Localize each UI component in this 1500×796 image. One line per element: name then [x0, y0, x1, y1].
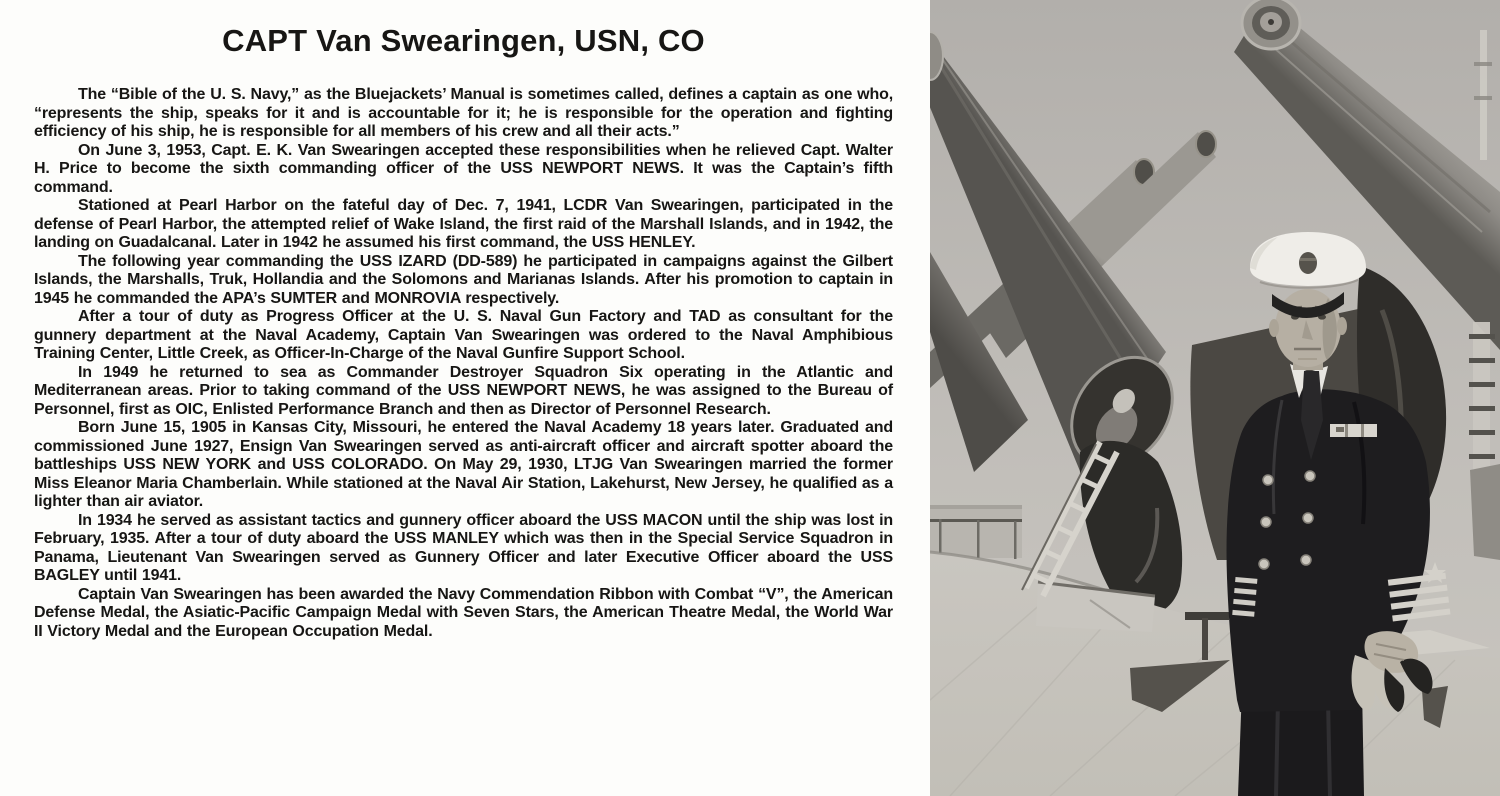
cap-eagle-insignia: [1299, 252, 1317, 274]
paragraph: Stationed at Pearl Harbor on the fateful day of Dec. 7, 1941, LCDR Van Swearingen, participated in the defense of Pearl Harbor, the attempted relief of Wake Island, the first raid of the Marshall Islands, and in 1942, the landing on Guadalcanal. Later in 1942 he assumed his first command, the USS HENLEY.: [34, 197, 893, 251]
paragraph: After a tour of duty as Progress Officer at the U. S. Naval Gun Factory and TAD as consultant for the gunnery department at the Naval Academy, Captain Van Swearingen was ordered to the Naval Amphibious Training Center, Little Creek, as Officer-In-Charge of the Naval Gunfire Support School.: [34, 308, 893, 362]
paragraph: In 1934 he served as assistant tactics and gunnery officer aboard the USS MACON until the ship was lost in February, 1935. After a tour of duty aboard the USS MANLEY which was then in the Special Service Squadron in Panama, Lieutenant Van Swearingen served as Gunnery Officer and later Executive Officer aboard the USS BAGLEY until 1941.: [34, 511, 893, 584]
ribbon-bar: [1330, 424, 1377, 437]
page-title: CAPT Van Swearingen, USN, CO: [222, 23, 705, 58]
sea-horizon: [930, 505, 1022, 559]
photo-illustration: [930, 0, 1500, 796]
paragraph: In 1949 he returned to sea as Commander Destroyer Squadron Six operating in the Atlantic and Mediterranean areas. Prior to taking command of the USS NEWPORT NEWS, he was assigned to the Bureau of Personnel, first as OIC, Enlisted Performance Branch and then as Director of Personnel Research.: [34, 363, 893, 418]
paragraph: The following year commanding the USS IZARD (DD-589) he participated in campaigns against the Gilbert Islands, the Marshalls, Truk, Hollandia and the Solomons and Marianas Islands. After his promotion to captain in 1945 he commanded the APA’s SUMTER and MONROVIA respectively.: [34, 252, 893, 307]
paragraph: On June 3, 1953, Capt. E. K. Van Swearingen accepted these responsibilities when he relieved Capt. Walter H. Price to become the sixth commanding officer of the USS NEWPORT NEWS. It was the Captain’s fifth command.: [34, 141, 893, 196]
paragraph: Born June 15, 1905 in Kansas City, Missouri, he entered the Naval Academy 18 years later. Graduated and commissioned June 1927, Ensign Van Swearingen served as anti-aircraft officer and aircraft spotter aboard the battleships USS NEW YORK and USS COLORADO. On May 29, 1930, LTJG Van Swearingen married the former Miss Eleanor Maria Chamberlain. While stationed at the Naval Air Station, Lakehurst, New Jersey, he qualified as a lighter than air aviator.: [34, 419, 893, 510]
paragraph: The “Bible of the U. S. Navy,” as the Bluejackets’ Manual is sometimes called, defines a captain as one who, “represents the ship, speaks for it and is accountable for it; he is responsible for the operation and fighting efficiency of his ship, he is responsible for all members of his crew and all their acts.”: [34, 86, 893, 140]
captain-photo: [930, 0, 1500, 796]
body-paragraphs: [34, 86, 893, 641]
paragraph: Captain Van Swearingen has been awarded the Navy Commendation Ribbon with Combat “V”, the American Defense Medal, the Asiatic-Pacific Campaign Medal with Seven Stars, the American Theatre Medal, the World War II Victory Medal and the European Occupation Medal.: [34, 585, 893, 640]
